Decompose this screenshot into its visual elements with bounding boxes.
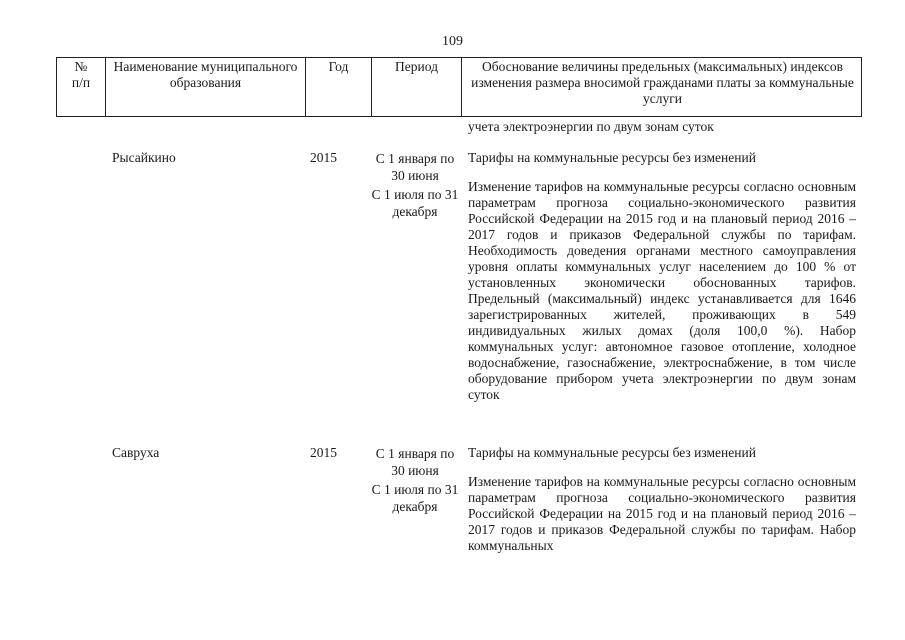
period-first-half: С 1 января по 30 июня xyxy=(375,446,455,478)
period-second-half: С 1 июля по 31 декабря xyxy=(371,187,459,219)
period-first-half: С 1 января по 30 июня xyxy=(375,151,455,183)
justification-second-half: Изменение тарифов на коммунальные ресурсы согласно основным параметрам прогноза социально-экономического развития Российской Федерации на 2015 год и на плановый период 2016 – 2017 годов и приказов Федеральной службы по тарифам. Набор коммунальных xyxy=(468,474,856,553)
justification-cell xyxy=(468,445,856,554)
page-number: 109 xyxy=(442,34,463,49)
justification-first-half: Тарифы на коммунальные ресурсы без изменений xyxy=(468,150,756,165)
period-cell xyxy=(370,150,460,220)
header-municipality: Наименование муниципального образования xyxy=(105,58,305,116)
municipality-name: Рысайкино xyxy=(112,150,176,165)
tariff-table xyxy=(56,57,862,553)
continued-text: учета электроэнергии по двум зонам суток xyxy=(468,119,714,134)
header-number: № п/п xyxy=(71,59,91,90)
header-year: Год xyxy=(305,58,371,116)
period-second-half: С 1 июля по 31 декабря xyxy=(371,482,459,514)
justification-cell xyxy=(468,150,856,403)
year-cell: 2015 xyxy=(310,150,337,165)
justification-first-half: Тарифы на коммунальные ресурсы без изменений xyxy=(468,445,756,460)
municipality-name: Савруха xyxy=(112,445,160,460)
header-period: Период xyxy=(371,58,461,116)
justification-second-half: Изменение тарифов на коммунальные ресурсы согласно основным параметрам прогноза социально-экономического развития Российской Федерации на 2015 год и на плановый период 2016 – 2017 годов и приказов Федеральной службы по тарифам. Необходимость доведения органами местного самоуправления уровня оплаты коммунальных услуг населением до 100 % от установленных экономически обоснованных тарифов. Предельный (максимальный) индекс устанавливается для 1646 зарегистрированных жителей, проживающих в 549 индивидуальных жилых домах (доля 100,0 %). Набор коммунальных услуг: автономное газовое отопление, холодное водоснабжение, газоснабжение, электроснабжение, в том числе оборудование прибором учета электроэнергии по двум зонам суток xyxy=(468,179,856,402)
header-justification: Обоснование величины предельных (максимальных) индексов изменения размера вносимой гражданами платы за коммунальные услуги xyxy=(461,58,861,116)
table-header xyxy=(56,57,862,117)
year-cell: 2015 xyxy=(310,445,337,460)
period-cell xyxy=(370,445,460,515)
